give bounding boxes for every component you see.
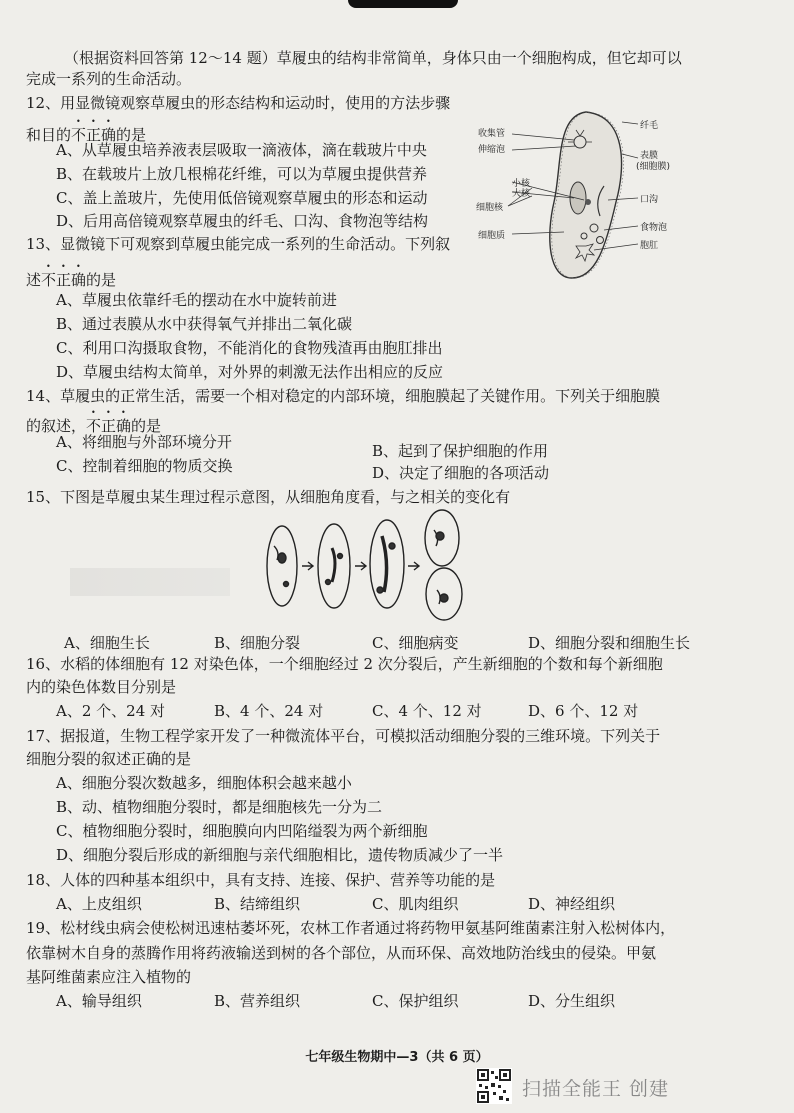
q16-option-b: B、4 个、24 对 [214, 702, 324, 720]
page-footer: 七年级生物期中—3（共 6 页） [305, 1050, 489, 1065]
watermark-text: 扫描全能王 创建 [522, 1078, 670, 1100]
q18-option-d: D、神经组织 [528, 895, 616, 913]
paramecium-division-diagram [262, 506, 468, 626]
scan-edge-mark [348, 0, 458, 8]
intro-line-2: 完成一系列的生命活动。 [26, 70, 192, 88]
q19-stem-line-2: 依靠树木自身的蒸腾作用将药液输送到树的各个部位，从而环保、高效地防治线虫的侵染。甲氨 [26, 944, 657, 962]
label-oral-groove: 口沟 [640, 195, 659, 205]
q17-option-c: C、植物细胞分裂时，细胞膜向内凹陷缢裂为两个新细胞 [56, 822, 428, 840]
q12-stem-line-1: 12、用显微镜观察草履虫的形态结构和运动时，使用的方法步骤 [26, 94, 451, 112]
q16-stem-line-2: 内的染色体数目分别是 [26, 678, 177, 696]
q12-option-d: D、后用高倍镜观察草履虫的纤毛、口沟、食物泡等结构 [56, 212, 429, 230]
label-cytoplasm: 细胞质 [478, 231, 506, 241]
q16-option-d: D、6 个、12 对 [528, 702, 639, 720]
q18-option-a: A、上皮组织 [56, 895, 142, 913]
q19-option-d: D、分生组织 [528, 992, 616, 1010]
q16-option-a: A、2 个、24 对 [56, 702, 165, 720]
q13-option-d: D、草履虫结构太简单，对外界的刺激无法作出相应的反应 [56, 363, 444, 381]
q17-stem-line-2: 细胞分裂的叙述正确的是 [26, 750, 192, 768]
q19-option-c: C、保护组织 [372, 992, 459, 1010]
q15-stem: 15、下图是草履虫某生理过程示意图，从细胞角度看，与之相关的变化有 [26, 488, 511, 506]
q15-option-a: A、细胞生长 [64, 634, 150, 652]
q19-option-b: B、营养组织 [214, 992, 301, 1010]
q13-stem-line-2: 述不正确的是 [26, 271, 117, 289]
label-pellicle: 表膜 [640, 151, 659, 161]
q19-stem-line-1: 19、松材线虫病会使松树迅速枯萎坏死，农林工作者通过将药物甲氨基阿维菌素注射入松树体内， [26, 919, 676, 937]
emphasis-not-correct: 不正确 [86, 417, 132, 435]
faint-bleedthrough [70, 568, 230, 596]
q14-stem-line-1: 14、草履虫的正常生活，需要一个相对稳定的内部环境，细胞膜起了关键作用。下列关于细胞膜 [26, 387, 661, 405]
q14-option-d: D、决定了细胞的各项活动 [372, 464, 550, 482]
label-collecting-canal: 收集管 [478, 129, 506, 139]
label-micronucleus: 小核 [512, 179, 531, 189]
label-food-vacuole: 食物泡 [640, 223, 668, 233]
q13-option-c: C、利用口沟摄取食物，不能消化的食物残渣再由胞肛排出 [56, 339, 443, 357]
q14-option-c: C、控制着细胞的物质交换 [56, 457, 233, 475]
intro-line-1: （根据资料回答第 12～14 题）草履虫的结构非常简单，身体只由一个细胞构成，但它却可以 [64, 49, 682, 67]
q14-stem-line-2: 的叙述，不正确的是 [26, 417, 162, 435]
q12-option-a: A、从草履虫培养液表层吸取一滴液体，滴在载玻片中央 [56, 141, 427, 159]
q19-stem-line-3: 基阿维菌素应注入植物的 [26, 968, 192, 986]
q13-option-b: B、通过表膜从水中获得氧气并排出二氧化碳 [56, 315, 353, 333]
emphasis-not-correct: 不正确 [71, 126, 117, 144]
arrow-2 [355, 562, 366, 570]
q12-stem-line-2: 和目的不正确的是 [26, 126, 147, 144]
qr-code-icon [476, 1068, 512, 1104]
label-macronucleus: 大核 [512, 189, 531, 199]
q14-option-a: A、将细胞与外部环境分开 [56, 433, 232, 451]
paramecium-structure-figure [476, 106, 682, 284]
q15-option-d: D、细胞分裂和细胞生长 [528, 634, 691, 652]
q18-option-c: C、肌肉组织 [372, 895, 459, 913]
q13-option-a: A、草履虫依靠纤毛的摆动在水中旋转前进 [56, 291, 337, 309]
q16-stem-line-1: 16、水稻的体细胞有 12 对染色体，一个细胞经过 2 次分裂后，产生新细胞的个数和每个新细胞 [26, 655, 663, 673]
q17-option-b: B、动、植物细胞分裂时，都是细胞核先一分为二 [56, 798, 383, 816]
label-anal-pore: 胞肛 [640, 241, 659, 251]
q12-option-b: B、在载玻片上放几根棉花纤维，可以为草履虫提供营养 [56, 165, 428, 183]
arrow-3 [408, 562, 419, 570]
q16-option-c: C、4 个、12 对 [372, 702, 482, 720]
q15-option-b: B、细胞分裂 [214, 634, 301, 652]
label-nucleus: 细胞核 [476, 203, 504, 213]
q18-stem: 18、人体的四种基本组织中，具有支持、连接、保护、营养等功能的是 [26, 871, 496, 889]
q12-option-c: C、盖上盖玻片，先使用低倍镜观察草履虫的形态和运动 [56, 189, 428, 207]
q19-option-a: A、输导组织 [56, 992, 142, 1010]
label-cilia: 纤毛 [640, 121, 659, 131]
scanner-watermark [476, 1068, 794, 1108]
arrow-1 [302, 562, 313, 570]
q15-option-c: C、细胞病变 [372, 634, 459, 652]
q13-stem-line-1: 13、显微镜下可观察到草履虫能完成一系列的生命活动。下列叙 [26, 235, 451, 253]
label-contractile-vacuole: 伸缩泡 [478, 145, 506, 155]
emphasis-not-correct: 不正确 [41, 271, 87, 289]
q14-option-b: B、起到了保护细胞的作用 [372, 442, 549, 460]
q18-option-b: B、结缔组织 [214, 895, 301, 913]
cell-stage-1 [267, 526, 297, 606]
micronucleus-icon [585, 199, 591, 205]
label-cell-membrane: (细胞膜) [636, 162, 671, 172]
q17-option-a: A、细胞分裂次数越多，细胞体积会越来越小 [56, 774, 352, 792]
q17-stem-line-1: 17、据报道，生物工程学家开发了一种微流体平台，可模拟活动细胞分裂的三维环境。下列关于 [26, 727, 661, 745]
q17-option-d: D、细胞分裂后形成的新细胞与亲代细胞相比，遗传物质减少了一半 [56, 846, 504, 864]
